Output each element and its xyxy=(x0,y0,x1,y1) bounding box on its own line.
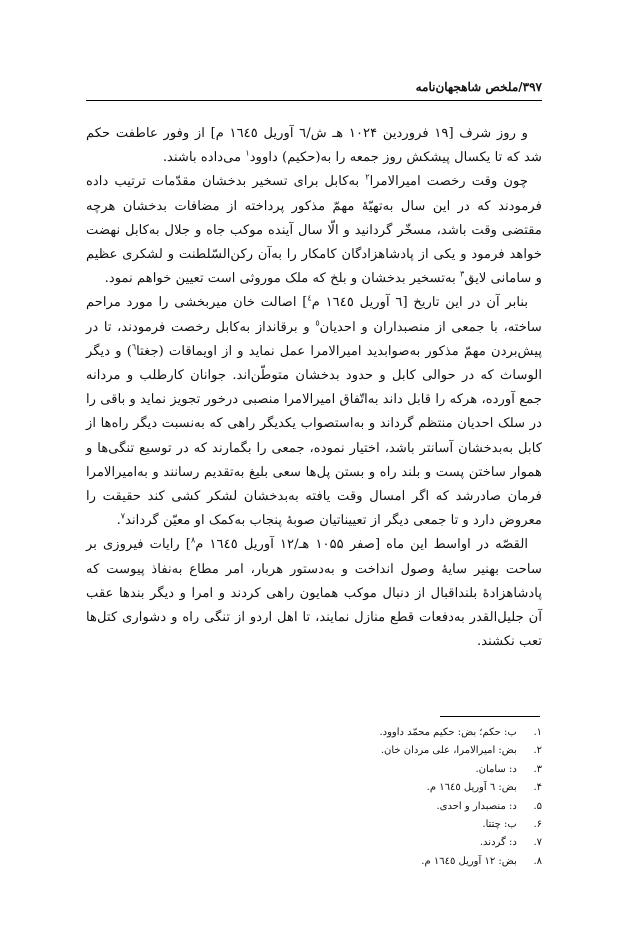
footnote-number: ۷. xyxy=(533,837,542,849)
footnote-number: ۲. xyxy=(533,745,542,757)
text-run: و روز شرف [۱۹ فروردین ۱۰۲۴ هـ ش/٦ آوریل ١٦٤٥ م] از وفور عاطفت حکم شد که تا یکسال پیشکش روز جمعه را به(حکیم) داوود xyxy=(86,126,542,166)
footnote-separator xyxy=(440,716,540,717)
text-run: می‌داده باشند. xyxy=(162,150,246,166)
main-text xyxy=(86,122,542,654)
footnote-item xyxy=(86,779,542,797)
footnote-item xyxy=(86,798,542,816)
footnote-item xyxy=(86,742,542,760)
footnote-number: ۴. xyxy=(533,782,542,794)
paragraph-3 xyxy=(86,291,542,533)
text-run: به‌تسخیر بدخشان و بلخ که ملک موروثی است تعیین خواهم نمود. xyxy=(104,271,460,287)
footnote-text: بض: امیرالامرا، علی مردان خان. xyxy=(380,745,517,757)
footnotes-list xyxy=(86,724,542,871)
text-run: القصّه در اواسط این ماه [صفر ۱۰۵۵ هـ/۱۲ آوریل ١٦٤٥ م xyxy=(195,537,529,553)
footnote-item xyxy=(86,761,542,779)
footnote-item xyxy=(86,816,542,834)
footnote-number: ۵. xyxy=(533,800,542,812)
footnote-ref: ۸ xyxy=(190,536,196,546)
running-head: ۳۹۷/ملخص شاهجهان‌نامه xyxy=(415,80,542,94)
text-run: چون وقت رخصت امیرالامرا xyxy=(369,174,528,190)
text-run: ] رایات فیروزی بر ساحت بهنیر سایهٔ وصول انداخت و به‌دستور هربار، امر مطاع به‌نفاذ پیوست که پادشاهزادهٔ بلنداقبال از دنبال موکب همایون راهی کردند و امرا و دیگر بندها عقب آن جلیل‌القدر به‌دفعات قطع منازل نمایند، تا اهل اردو از تنگی راه و دشواری کتل‌ها تعب نکشند. xyxy=(86,537,542,650)
footnote-text: د: منصبدار و احدی. xyxy=(436,800,517,812)
footnote-ref: ۲ xyxy=(365,173,370,183)
footnote-number: ۶. xyxy=(533,819,542,831)
text-run: . xyxy=(116,513,121,529)
footnote-item xyxy=(86,853,542,871)
footnote-text: ب: چتتا. xyxy=(482,819,517,831)
text-run: به‌کابل برای تسخیر بدخشان مقدّمات ترتیب داده فرمودند که در این سال به‌تهیّهٔ مهمّ مذکور پرداخته از مضافات بدخشان هرچه مقتضی وقت باشد، مسخّر گردانید و الّا سال آینده موکب جاه و جلال به‌کابل نهضت خواهد فرمود و یکی از پادشاهزادگان کامکار را به‌آن رکن‌السّلطنت و لشکری عظیم و سامانی لایق xyxy=(86,174,542,287)
footnote-number: ۸. xyxy=(533,855,542,867)
footnote-text: د: گردند. xyxy=(479,837,517,849)
footnote-number: ۳. xyxy=(533,763,542,775)
paragraph-2 xyxy=(86,170,542,291)
footnote-text: د: سامان. xyxy=(475,763,517,775)
footnote-item xyxy=(86,834,542,852)
footnote-text: بض: ۱۲ آوریل ١٦٤٥ م. xyxy=(421,855,517,867)
footnote-text: بض: ٦ آوریل ١٦٤٥ م. xyxy=(426,782,517,794)
text-run: و برقانداز به‌کابل رخصت فرمودند، تا در پیش‌بردن مهمّ مذکور به‌صوابدید امیرالامرا عمل نماید و از اویماقات (جغتا xyxy=(86,319,542,359)
footnote-number: ۱. xyxy=(533,727,542,738)
footnote-ref: ۱ xyxy=(245,148,250,158)
paragraph-1 xyxy=(86,122,542,170)
page-header xyxy=(86,78,542,101)
text-run: ] اصالت خان میربخشی را مورد مراحم ساخته، با جمعی از منصبداران و احدیان xyxy=(86,295,542,335)
footnote-ref: ٤ xyxy=(307,294,312,304)
footnote-ref: ۷ xyxy=(120,511,126,521)
footnote-item xyxy=(86,724,542,742)
text-run: ) و دیگر الوساث که در حوالی کابل و حدود بدخشان متوطّن‌اند. جوانان کارطلب و مردانه جمع آورده، هرکه را قابل داند به‌اتّفاق امیرالامرا منصبی درخور تجویز نماید و باقی را در سلک احدیان منتظم گرداند و به‌استصواب یکدیگر راهی که به‌نسبت دیگر راه‌ها از کابل به‌بدخشان آسانتر باشد، اختیار نموده، جمعی را بگمارند که در توسیع تنگی‌ها و هموار ساختن پست و بلند راه و بستن پل‌ها سعی بلیغ به‌تقدیم رسانند و به‌امیرالامرا فرمان صادرشد که اگر امسال وقت یافته به‌بدخشان لشکر کشی کند حقیقت را معروض دارد و تا جمعی دیگر از تعییناتیان صوبهٔ پنجاب به‌کمک او معیّن گرداند xyxy=(86,343,542,529)
footnote-ref: ٦ xyxy=(131,342,137,352)
footnote-text: ب: حکم؛ بض: حکیم محمّد داوود. xyxy=(379,727,517,738)
text-run: بنابر آن در این تاریخ [٦ آوریل ١٦٤٥ م xyxy=(311,295,529,311)
paragraph-4 xyxy=(86,533,542,654)
footnote-ref: ۳ xyxy=(459,269,465,279)
footnote-ref: ٥ xyxy=(315,318,320,328)
